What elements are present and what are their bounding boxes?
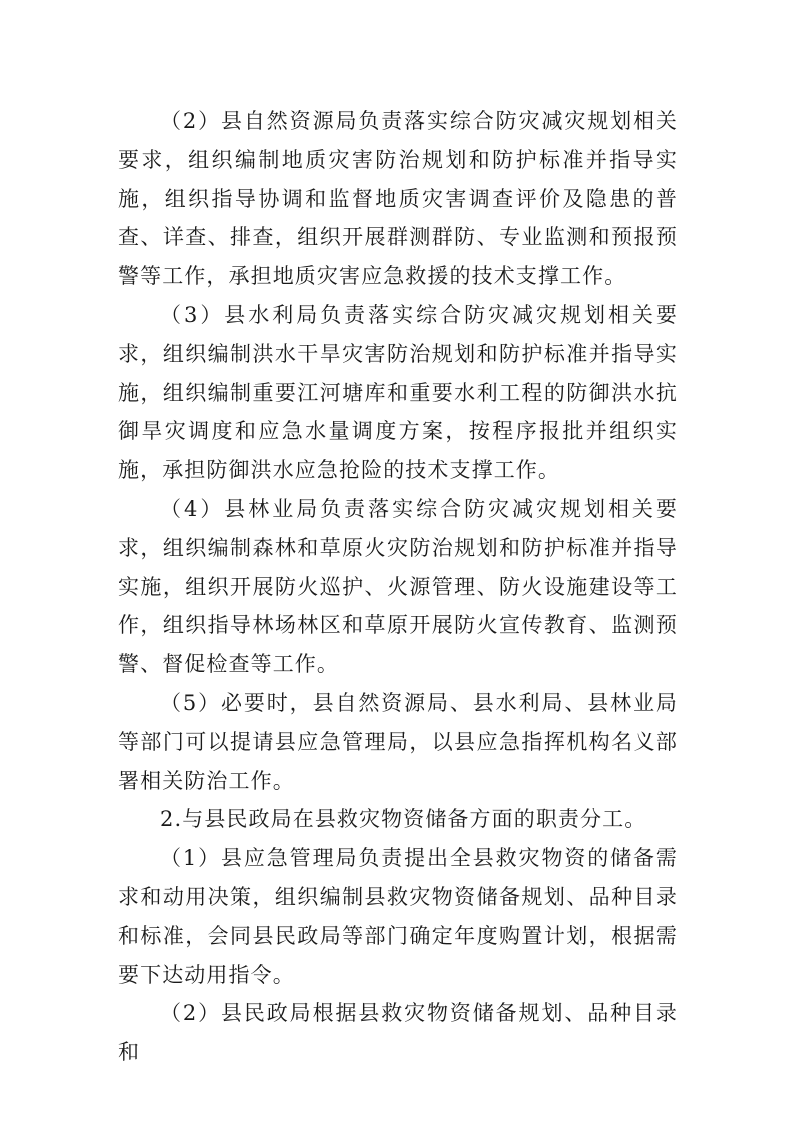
paragraph-natural-resources: （2）县自然资源局负责落实综合防灾减灾规划相关要求，组织编制地质灾害防治规划和防护标准并指导实施，组织指导协调和监督地质灾害调查评价及隐患的普查、详查、排查，组织开展群测群防、专业监测和预报预警等工作，承担地质灾害应急救援的技术支撑工作。 xyxy=(118,109,678,289)
paragraph-water-resources: （3）县水利局负责落实综合防灾减灾规划相关要求，组织编制洪水干旱灾害防治规划和防护标准并指导实施，组织编制重要江河塘库和重要水利工程的防御洪水抗御旱灾调度和应急水量调度方案，按程序报批并组织实施，承担防御洪水应急抢险的技术支撑工作。 xyxy=(118,302,678,483)
paragraph-civil-affairs: （2）县民政局根据县救灾物资储备规划、品种目录和 xyxy=(118,1001,678,1065)
paragraph-emergency-management: （1）县应急管理局负责提出全县救灾物资的储备需求和动用决策，组织编制县救灾物资储备规划、品种目录和标准，会同县民政局等部门确定年度购置计划，根据需要下达动用指令。 xyxy=(118,846,678,987)
section-heading-civil-affairs: 2.与县民政局在县救灾物资储备方面的职责分工。 xyxy=(160,807,647,832)
paragraph-joint-deployment: （5）必要时，县自然资源局、县水利局、县林业局等部门可以提请县应急管理局，以县应急指挥机构名义部署相关防治工作。 xyxy=(118,690,678,793)
paragraph-forestry: （4）县林业局负责落实综合防灾减灾规划相关要求，组织编制森林和草原火灾防治规划和防护标准并指导实施，组织开展防火巡护、火源管理、防火设施建设等工作，组织指导林场林区和草原开展防火宣传教育、监测预警、督促检查等工作。 xyxy=(118,496,678,677)
document-page xyxy=(118,102,678,1072)
